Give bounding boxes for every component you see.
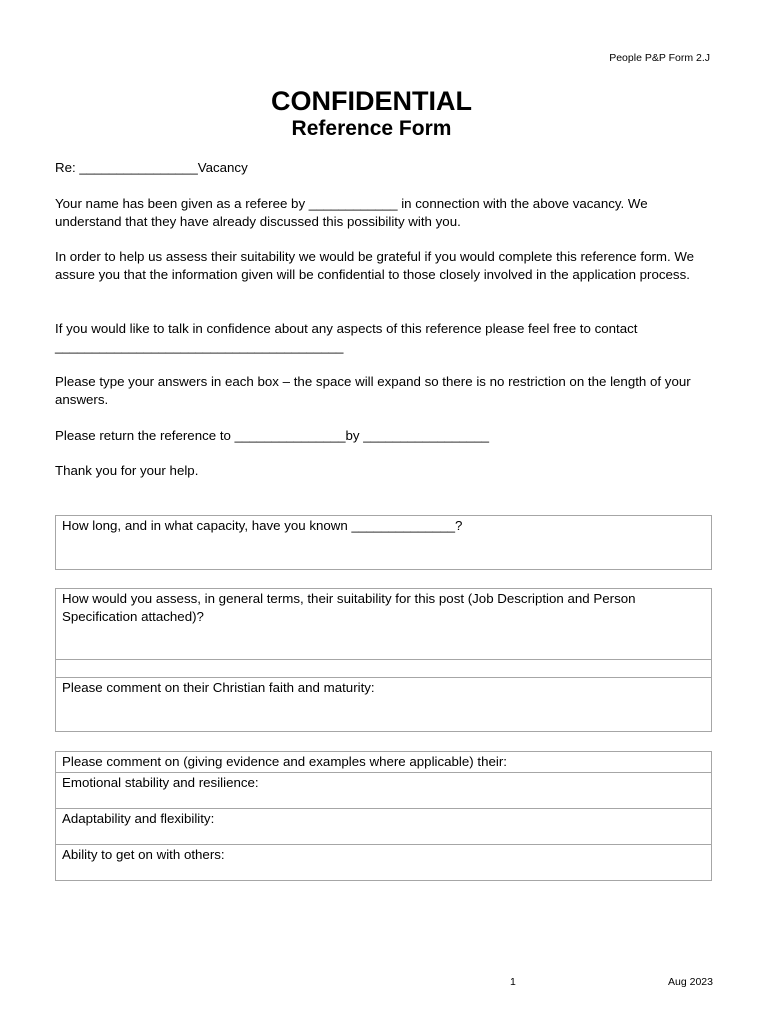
re-vacancy-line: Re: ________________Vacancy — [55, 160, 248, 175]
answer-box-adaptability[interactable]: Adaptability and flexibility: — [56, 808, 712, 844]
table-row — [56, 752, 712, 773]
table-row — [56, 678, 712, 732]
spacer-cell — [56, 660, 712, 678]
table-row — [56, 660, 712, 678]
intro-paragraph-referee: Your name has been given as a referee by ____________ in connection with the above vacancy. We understand that they have already discussed this possibility with you. — [55, 196, 648, 229]
question-table-suitability — [55, 588, 712, 732]
intro-paragraph-thanks: Thank you for your help. — [55, 463, 199, 478]
form-reference: People P&P Form 2.J — [609, 52, 710, 64]
document-subtitle: Reference Form — [291, 117, 452, 140]
intro-paragraph-instructions: Please type your answers in each box – the space will expand so there is no restriction on the length of your answers. — [55, 374, 691, 407]
answer-box-emotional-stability[interactable]: Emotional stability and resilience: — [56, 772, 712, 808]
table-row — [56, 808, 712, 844]
answer-box-christian-faith[interactable]: Please comment on their Christian faith and maturity: — [56, 678, 712, 732]
answer-box-known-duration[interactable]: How long, and in what capacity, have you known ______________? — [56, 516, 712, 570]
intro-paragraph-confidentiality: In order to help us assess their suitability we would be grateful if you would complete this reference form. We assure you that the information given will be confidential to those closely involved in the application process. — [55, 249, 695, 282]
question-table-known — [55, 515, 712, 570]
question-table-qualities — [55, 751, 712, 881]
table-row — [56, 589, 712, 660]
table-row — [56, 772, 712, 808]
answer-box-get-on-with-others[interactable]: Ability to get on with others: — [56, 844, 712, 880]
intro-paragraph-return: Please return the reference to _______________by _________________ — [55, 428, 489, 443]
page-number: 1 — [510, 976, 516, 988]
table-row — [56, 844, 712, 880]
table-row — [56, 516, 712, 570]
footer-date: Aug 2023 — [668, 976, 713, 988]
answer-box-suitability[interactable]: How would you assess, in general terms, their suitability for this post (Job Description and Person Specification attached)? — [56, 589, 712, 660]
qualities-header-cell: Please comment on (giving evidence and examples where applicable) their: — [56, 752, 712, 773]
intro-paragraph-contact: If you would like to talk in confidence about any aspects of this reference please feel free to contact _______________________________________ — [55, 321, 638, 354]
document-title: CONFIDENTIAL — [271, 86, 472, 116]
